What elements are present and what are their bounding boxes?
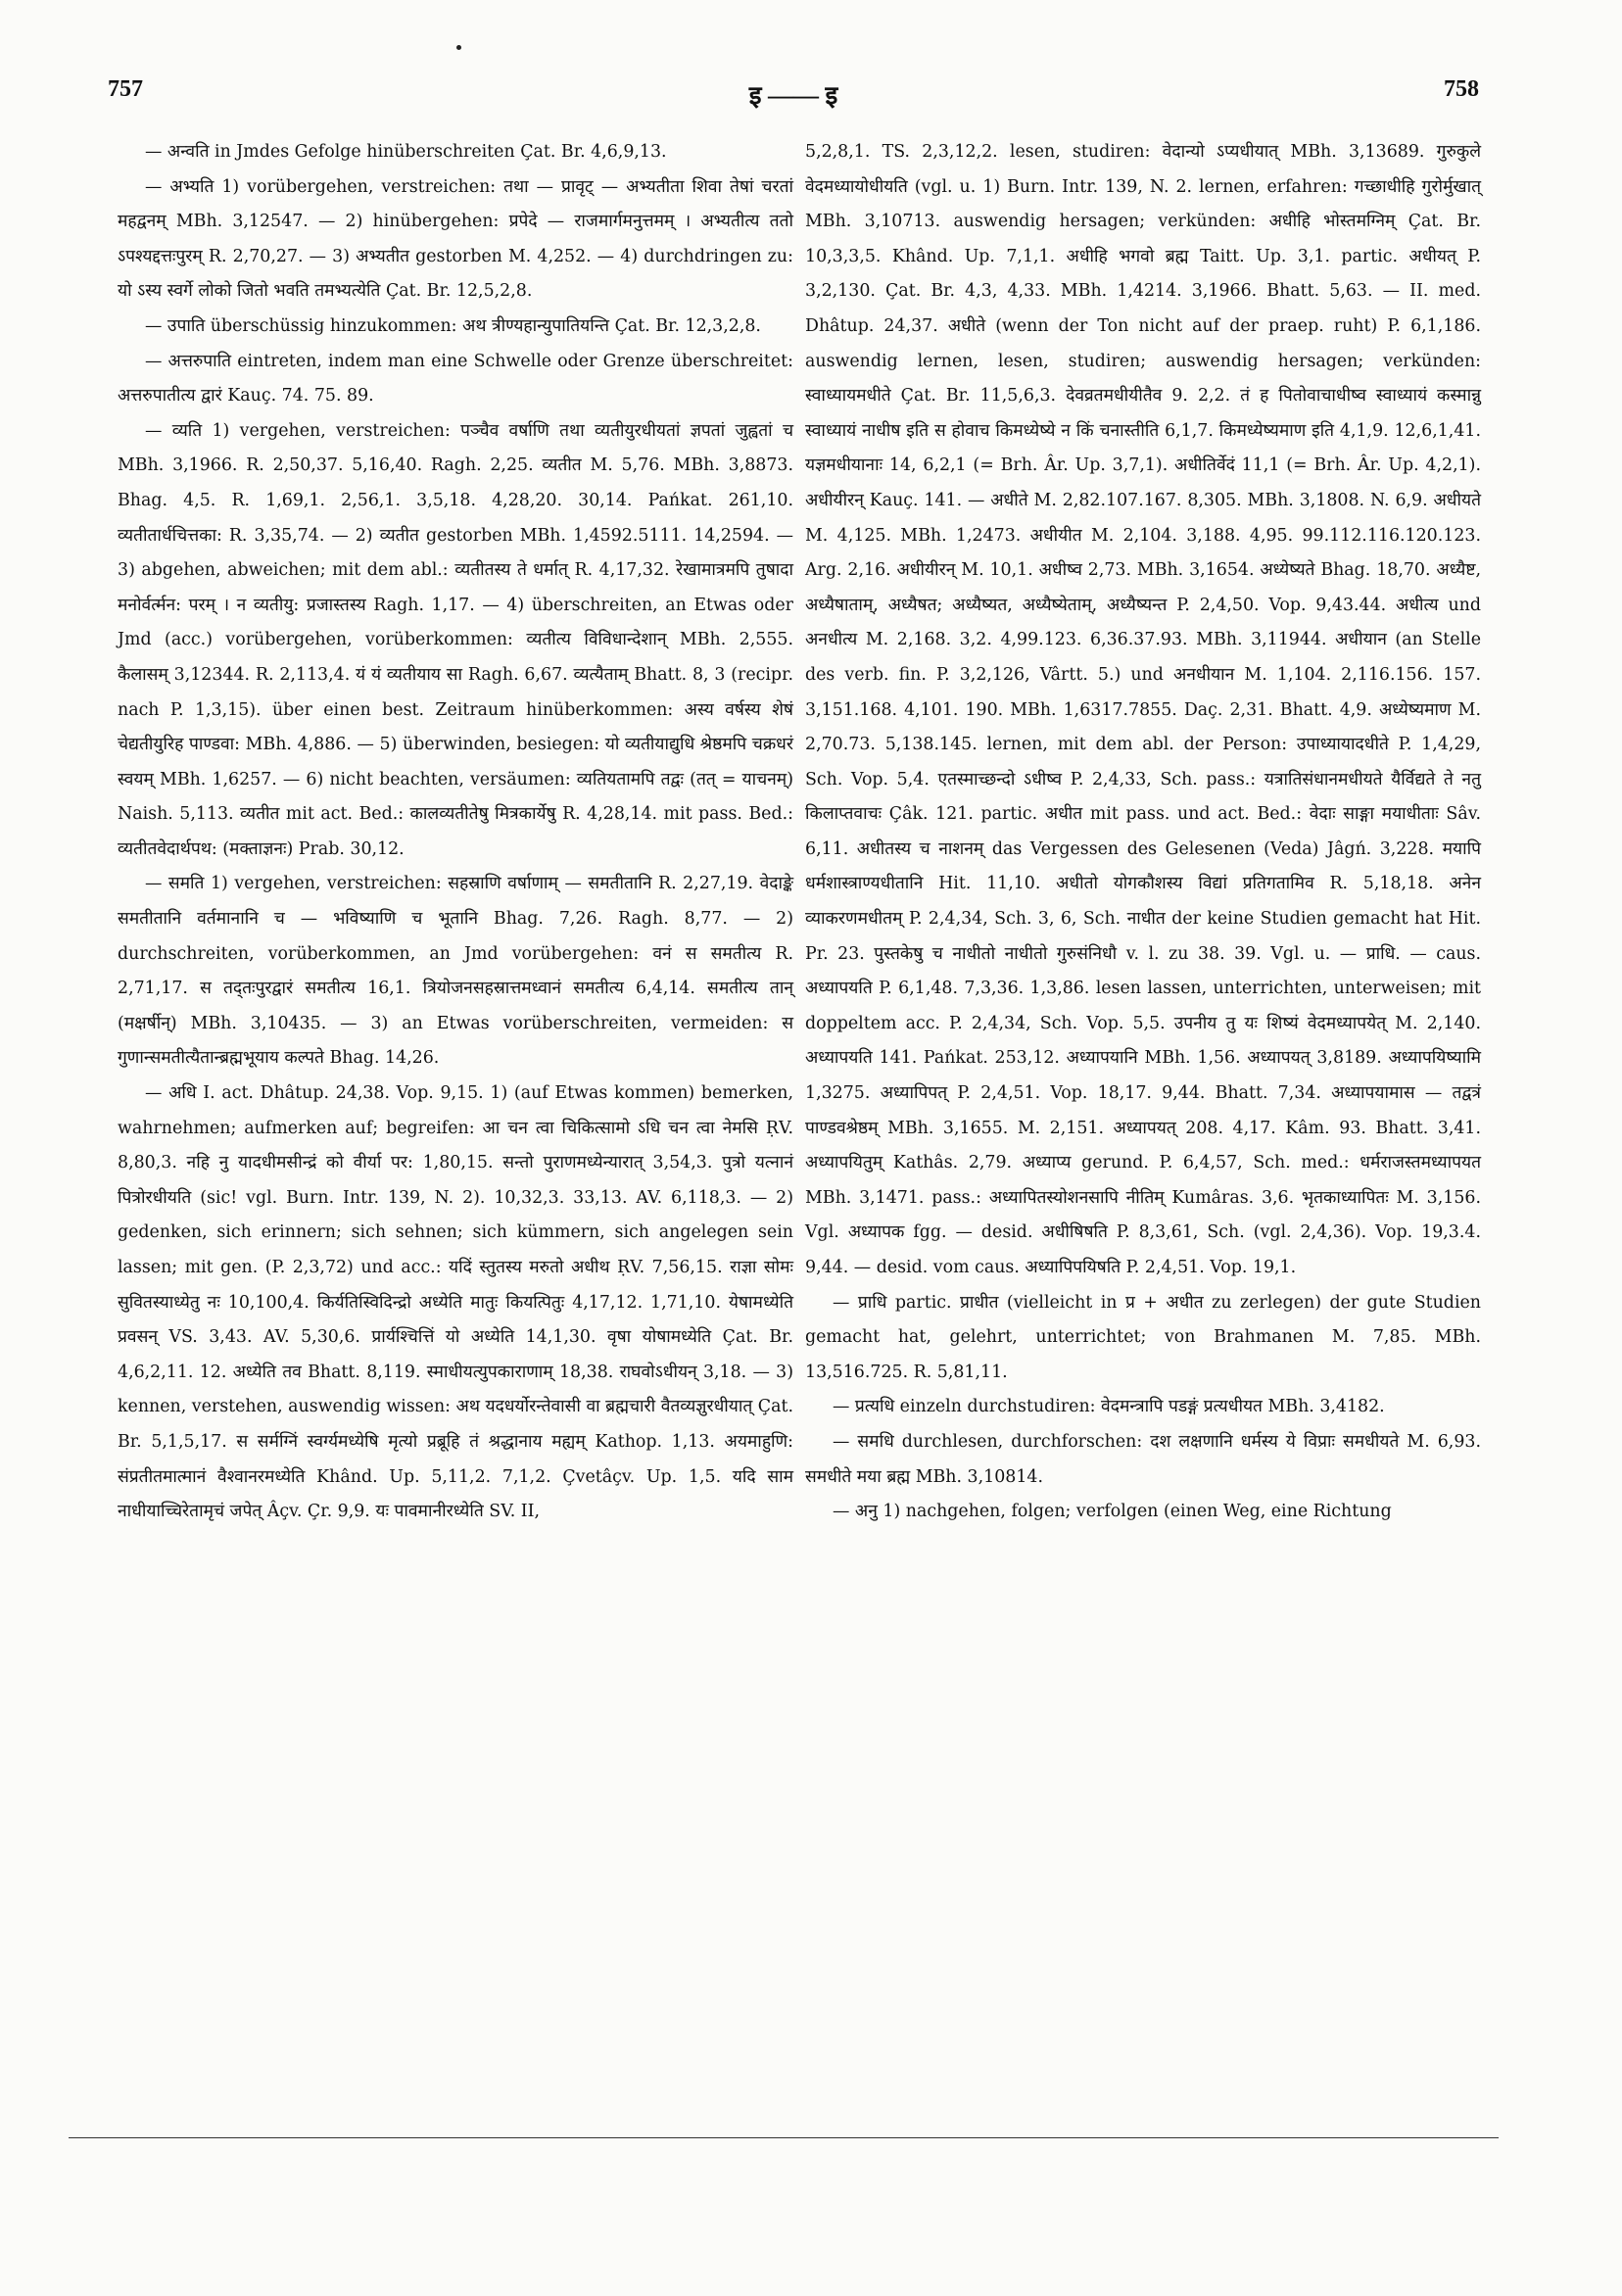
- entry-adhi: — अधि I. act. Dhâtup. 24,38. Vop. 9,15. 1) (auf Etwas kommen) bemerken, wahrnehmen; aufmerken auf; begreifen: आ चन त्वा चिकित्सामो ऽधि चन त्वा नेमसि ṚV. 8,80,3. नहि नु यादधीमसीन्द्रं को वीर्या पर: 1,80,15. सन्तो पुराणमध्येन्यारात् 3,54,3. पुत्रो यत्नानं पित्रोरधीयति (sic! vgl. Burn. Intr. 139, N. 2). 10,32,3. 33,13. AV. 6,118,3. — 2) gedenken, sich erinnern; sich sehnen; sich kümmern, sich angelegen sein lassen; mit gen. (P. 2,3,72) und acc.: यदिं स्तुतस्य मरुतो अधीथ ṚV. 7,56,15. राज्ञा सोमः सुवितस्याध्येतु नः 10,100,4. किर्यतिस्विदिन्द्रो अध्येति मातुः कियत्पितुः 4,17,12. 1,71,10. येषामध्येति प्रवसन् VS. 3,43. AV. 5,30,6. प्रार्यश्चित्तिं यो अध्येति 14,1,30. वृषा योषामध्येति Çat. Br. 4,6,2,11. 12. अध्येति तव Bhatt. 8,119. स्माधीयत्युपकाराणाम् 18,38. राघवोऽधीयन् 3,18. — 3) kennen, verstehen, auswendig wissen: अथ यदधर्योरन्तेवासी वा ब्रह्मचारी वैतव्यज्ञुरधीयात् Çat. Br. 5,1,5,17. स सर्मग्निं स्वर्ग्यमध्येषि मृत्यो प्रब्रूहि तं श्रद्धानाय मह्यम् Kathop. 1,13. अयमाहुणि: संप्रतीतमात्मानं वैश्वानरमध्येति Khând. Up. 5,11,2. 7,1,2. Çvetâçv. Up. 1,5. यदि साम नाधीयाच्चिरेतामृचं जपेत् Âçv. Çr. 9,9. यः पावमानीरध्येति SV. II,: [118, 1083, 793, 1522]
- footer-rule: [69, 2137, 1499, 2138]
- entry-samati: — समति 1) vergehen, verstreichen: सहस्राणि वर्षाणाम् — समतीतानि R. 2,27,19. वेदाङ्के समतीतानि वर्तमानानि च — भविष्याणि च भूतानि Bhag. 7,26. Ragh. 8,77. — 2) durchschreiten, vorüberkommen, an Jmd vorübergehen: वनं स समतीत्य R. 2,71,17. स तद्तःपुरद्वारं समतीत्य 16,1. त्रियोजनसहस्रात्तमध्वानं समतीत्य 6,4,14. समतीत्य तान् (मक्षर्षीन्) MBh. 3,10435. — 3) an Etwas vorüberschreiten, vermeiden: स गुणान्समतीत्यैतान्ब्रह्मभूयाय कल्पते Bhag. 14,26.: [118, 874, 793, 1069]
- entry-antarupati: — अत्तरुपाति eintreten, indem man eine Schwelle oder Grenze überschreitet: अत्तरुपातीत्य द्वारं Kauç. 74. 75. 89.: [118, 351, 793, 407]
- entry-anvati: — अन्वति in Jmdes Gefolge hinüberschreiten Çat. Br. 4,6,9,13.: [145, 142, 667, 162]
- entry-vyati: — व्यति 1) vergehen, verstreichen: पञ्चैव वर्षाणि तथा व्यतीयुरधीयतां ज्ञपतां जुह्वतां च MBh. 3,1966. R. 2,50,37. 5,16,40. Ragh. 2,25. व्यतीत M. 5,76. MBh. 3,8873. Bhag. 4,5. R. 1,69,1. 2,56,1. 3,5,18. 4,28,20. 30,14. Pańkat. 261,10. व्यतीतार्धचित्तका: R. 3,35,74. — 2) व्यतीत gestorben MBh. 1,4592.5111. 14,2594. — 3) abgehen, abweichen; mit dem abl.: व्यतीतस्य ते धर्मात् R. 4,17,32. रेखामात्रमपि तुषादा मनोर्वर्त्मन: परम् । न व्यतीयु: प्रजास्तस्य Ragh. 1,17. — 4) überschreiten, an Etwas oder Jmd (acc.) vorübergehen, vorüberkommen: व्यतीत्य विविधान्देशान् MBh. 2,555. कैलासम् 3,12344. R. 2,113,4. यं यं व्यतीयाय सा Ragh. 6,67. व्यत्यैताम् Bhatt. 8, 3 (recipr. nach P. 1,3,15). über einen best. Zeitraum hinüberkommen: अस्य वर्षस्य शेषं चेद्यतीयुरिह पाण्डवा: MBh. 4,886. — 5) überwinden, besiegen: यो व्यतीयाद्युधि श्रेष्ठमपि चक्रधरं स्वयम् MBh. 1,6257. — 6) nicht beachten, versäumen: व्यतियतामपि तद्वः (तत् = याचनम्) Naish. 5,113. व्यतीत mit act. Bed.: कालव्यतीतेषु मित्रकार्येषु R. 4,28,14. mit pass. Bed.: व्यतीतवेदार्थपथ: (मक्ताज्ञनः) Prab. 30,12.: [118, 420, 793, 859]
- page-number-left: 757: [108, 76, 143, 102]
- running-head: इ —— इ: [748, 81, 838, 110]
- entry-anu: — अनु 1) nachgehen, folgen; verfolgen (einen Weg, eine Richtung: [833, 1502, 1392, 1522]
- entry-pratyadhi: — प्रत्यधि einzeln durchstudiren: वेदमन्त्रापि पडङ्गं प्रत्यधीयत MBh. 3,4182.: [833, 1397, 1385, 1417]
- page-header: [108, 76, 1479, 116]
- entry-adhi-continued: 5,2,8,1. TS. 2,3,12,2. lesen, studiren: वेदान्यो ऽप्यधीयात् MBh. 3,13689. गुरुकुले वेदमध्यायोधीयति (vgl. u. 1) Burn. Intr. 139, N. 2. lernen, erfahren: गच्छाधीहि गुरोर्मुखात् MBh. 3,10713. auswendig hersagen; verkünden: अधीहि भोस्तमग्निम् Çat. Br. 10,3,3,5. Khând. Up. 7,1,1. अधीहि भगवो ब्रह्म Taitt. Up. 3,1. partic. अधीयत् P. 3,2,130. Çat. Br. 4,3, 4,33. MBh. 1,4214. 3,1966. Bhatt. 5,63. — II. med. Dhâtup. 24,37. अधीते (wenn der Ton nicht auf der praep. ruht) P. 6,1,186. auswendig lernen, lesen, studiren; auswendig hersagen; verkünden: स्वाध्यायमधीते Çat. Br. 11,5,6,3. देवव्रतमधीयीतैव 9. 2,2. तं ह पितोवाचाधीष्व स्वाध्यायं कस्मान्नु स्वाध्यायं नाधीष इति स होवाच किमध्येष्ये न किं चनास्तीति 6,1,7. किमध्येष्यमाण इति 4,1,9. 12,6,1,41. यज्ञमधीयानाः 14, 6,2,1 (= Brh. Âr. Up. 3,7,1). अधीतिर्वेदं 11,1 (= Brh. Âr. Up. 4,2,1). अधीयीरन् Kauç. 141. — अधीते M. 2,82.107.167. 8,305. MBh. 3,1808. N. 6,9. अधीयते M. 4,125. MBh. 1,2473. अधीयीत M. 2,104. 3,188. 4,95. 99.112.116.120.123. Arg. 2,16. अधीयीरन् M. 10,1. अधीष्व 2,73. MBh. 3,1654. अध्येष्यते Bhag. 18,70. अध्यैष्ट, अध्यैषाताम्, अध्यैषत; अध्यैष्यत, अध्यैष्येताम्, अध्यैष्यन्त P. 2,4,50. Vop. 9,43.44. अधीत्य und अनधीत्य M. 2,168. 3,2. 4,99.123. 6,36.37.93. MBh. 3,11944. अधीयान (an Stelle des verb. fin. P. 3,2,126, Vârtt. 5.) und अनधीयान M. 1,104. 2,116.156. 157. 3,151.168. 4,101. 190. MBh. 1,6317.7855. Daç. 2,31. Bhatt. 4,9. अध्येष्यमाण M. 2,70.73. 5,138.145. lernen, mit dem abl. der Person: उपाध्यायादधीते P. 1,4,29, Sch. Vop. 5,4. एतस्माच्छन्दो ऽधीष्व P. 2,4,33, Sch. pass.: यत्रातिसंधानमधीयते यैर्विद्यते ते नतु किलाप्तवाचः Çâk. 121. partic. अधीत mit pass. und act. Bed.: वेदाः साङ्गा मयाधीताः Sâv. 6,11. अधीतस्य च नाशनम् das Vergessen des Gelesenen (Veda) Jâgń. 3,228. मयापि धर्मशास्त्राण्यधीतानि Hit. 11,10. अधीतो योगकौशस्य विद्यां प्रतिगतामिव R. 5,18,18. अनेन व्याकरणमधीतम् P. 2,4,34, Sch. 3, 6, Sch. नाधीत der keine Studien gemacht hat Hit. Pr. 23. पुस्तकेषु च नाधीतो नाधीतो गुरुसंनिधौ v. l. zu 38. 39. Vgl. u. — प्राधि. — caus. अध्यापयति P. 6,1,48. 7,3,36. 1,3,86. lesen lassen, unterrichten, unterweisen; mit doppeltem acc. P. 2,4,34, Sch. Vop. 5,5. उपनीय तु यः शिष्यं वेदमध्यापयेत् M. 2,140. अध्यापयति 141. Pańkat. 253,12. अध्यापयानि MBh. 1,56. अध्यापयत् 3,8189. अध्यापयिष्यामि 1,3275. अध्यापिपत् P. 2,4,51. Vop. 18,17. 9,44. Bhatt. 7,34. अध्यापयामास — तद्वत्रं पाण्डवश्रेष्ठम् MBh. 3,1655. M. 2,151. अध्यापयत् 208. 4,17. Kâm. 93. Bhatt. 3,41. अध्यापयितुम् Kathâs. 2,79. अध्याप्य gerund. P. 6,4,57, Sch. med.: धर्मराजस्तमध्यापयत MBh. 3,1471. pass.: अध्यापितस्योशनसापि नीतिम् Kumâras. 3,6. भृतकाध्यापितः M. 3,156. Vgl. अध्यापक fgg. — desid. अधीषिषति P. 8,3,61, Sch. (vgl. 2,4,36). Vop. 19,3.4. 9,44. — desid. vom caus. अध्यापिपयिषति P. 2,4,51. Vop. 19,1.: [805, 142, 1481, 1277]
- left-column: [118, 135, 793, 1530]
- ink-dot: [456, 45, 461, 50]
- entry-abhyati: — अभ्यति 1) vorübergehen, verstreichen: तथा — प्रावृट् — अभ्यतीता शिवा तेषां चरतां महद्वनम् MBh. 3,12547. — 2) hinübergehen: प्रपेदे — राजमार्गमनुत्तमम् । अभ्यतीत्य ततो ऽपश्यद्दत्तःपुरम् R. 2,70,27. — 3) अभ्यतीत gestorben M. 4,252. — 4) durchdringen zu: यो ऽस्य स्वर्गे लोको जितो भवति तमभ्यत्येति Çat. Br. 12,5,2,8.: [118, 176, 793, 302]
- page-number-right: 758: [1444, 76, 1479, 102]
- right-column: [805, 135, 1481, 1530]
- entry-samadhi: — समधि durchlesen, durchforschen: दश लक्षणानि धर्मस्य ये विप्राः समधीयते M. 6,93. समधीते मया ब्रह्म MBh. 3,10814.: [805, 1431, 1481, 1487]
- entry-pradhi: — प्राधि partic. प्राधीत (vielleicht in प्र + अधीत zu zerlegen) der gute Studien gemacht hat, gelehrt, unterrichtet; von Brahmanen M. 7,85. MBh. 13,516.725. R. 5,81,11.: [805, 1292, 1481, 1382]
- entry-upati: — उपाति überschüssig hinzukommen: अथ त्रीण्यहान्युपातियन्ति Çat. Br. 12,3,2,8.: [145, 315, 761, 336]
